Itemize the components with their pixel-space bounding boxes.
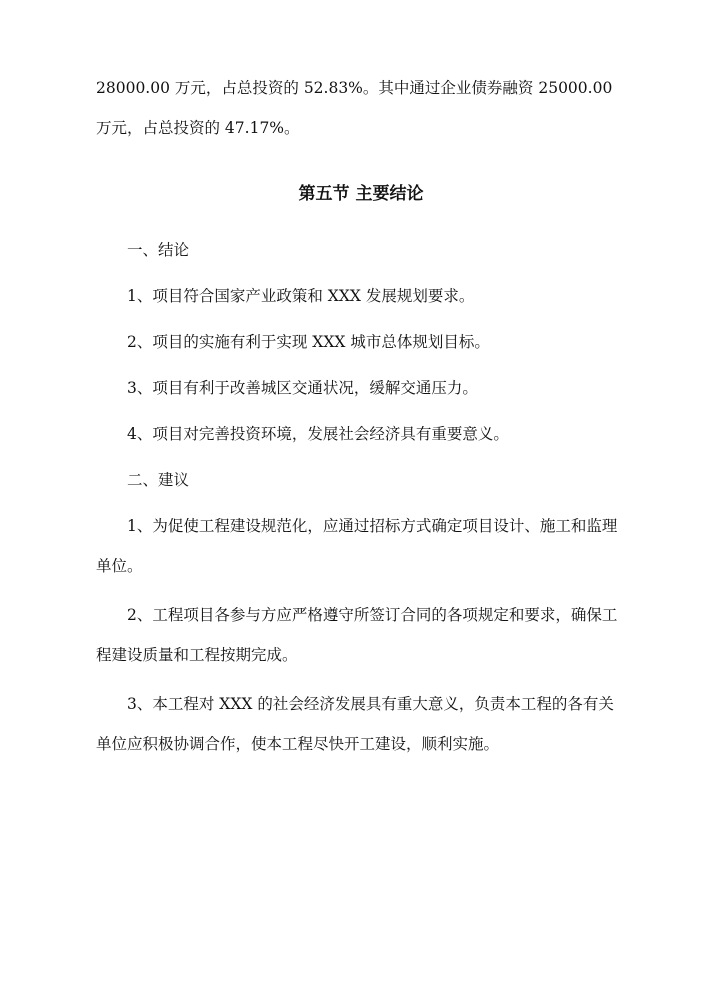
conclusion-item-4: 4、项目对完善投资环境，发展社会经济具有重要意义。 [127,425,509,443]
intro-paragraph: 28000.00 万元，占总投资的 52.83%。其中通过企业债券融资 25000.00 万元，占总投资的 47.17%。 [96,79,613,137]
suggestions-heading: 二、建议 [127,471,190,489]
suggestion-item-2: 2、工程项目各参与方应严格遵守所签订合同的各项规定和要求，确保工程建设质量和工程按期完成。 [96,606,618,664]
document-body [96,68,626,764]
section-title: 第五节 主要结论 [298,184,424,204]
suggestion-item-3: 3、本工程对 XXX 的社会经济发展具有重大意义，负责本工程的各有关单位应积极协调合作，使本工程尽快开工建设，顺利实施。 [96,695,614,753]
conclusions-heading: 一、结论 [127,241,190,259]
suggestion-item-1: 1、为促使工程建设规范化，应通过招标方式确定项目设计、施工和监理单位。 [96,517,618,575]
conclusion-item-3: 3、项目有利于改善城区交通状况，缓解交通压力。 [127,379,478,397]
conclusion-item-2: 2、项目的实施有利于实现 XXX 城市总体规划目标。 [127,333,490,351]
conclusion-item-1: 1、项目符合国家产业政策和 XXX 发展规划要求。 [127,287,475,305]
